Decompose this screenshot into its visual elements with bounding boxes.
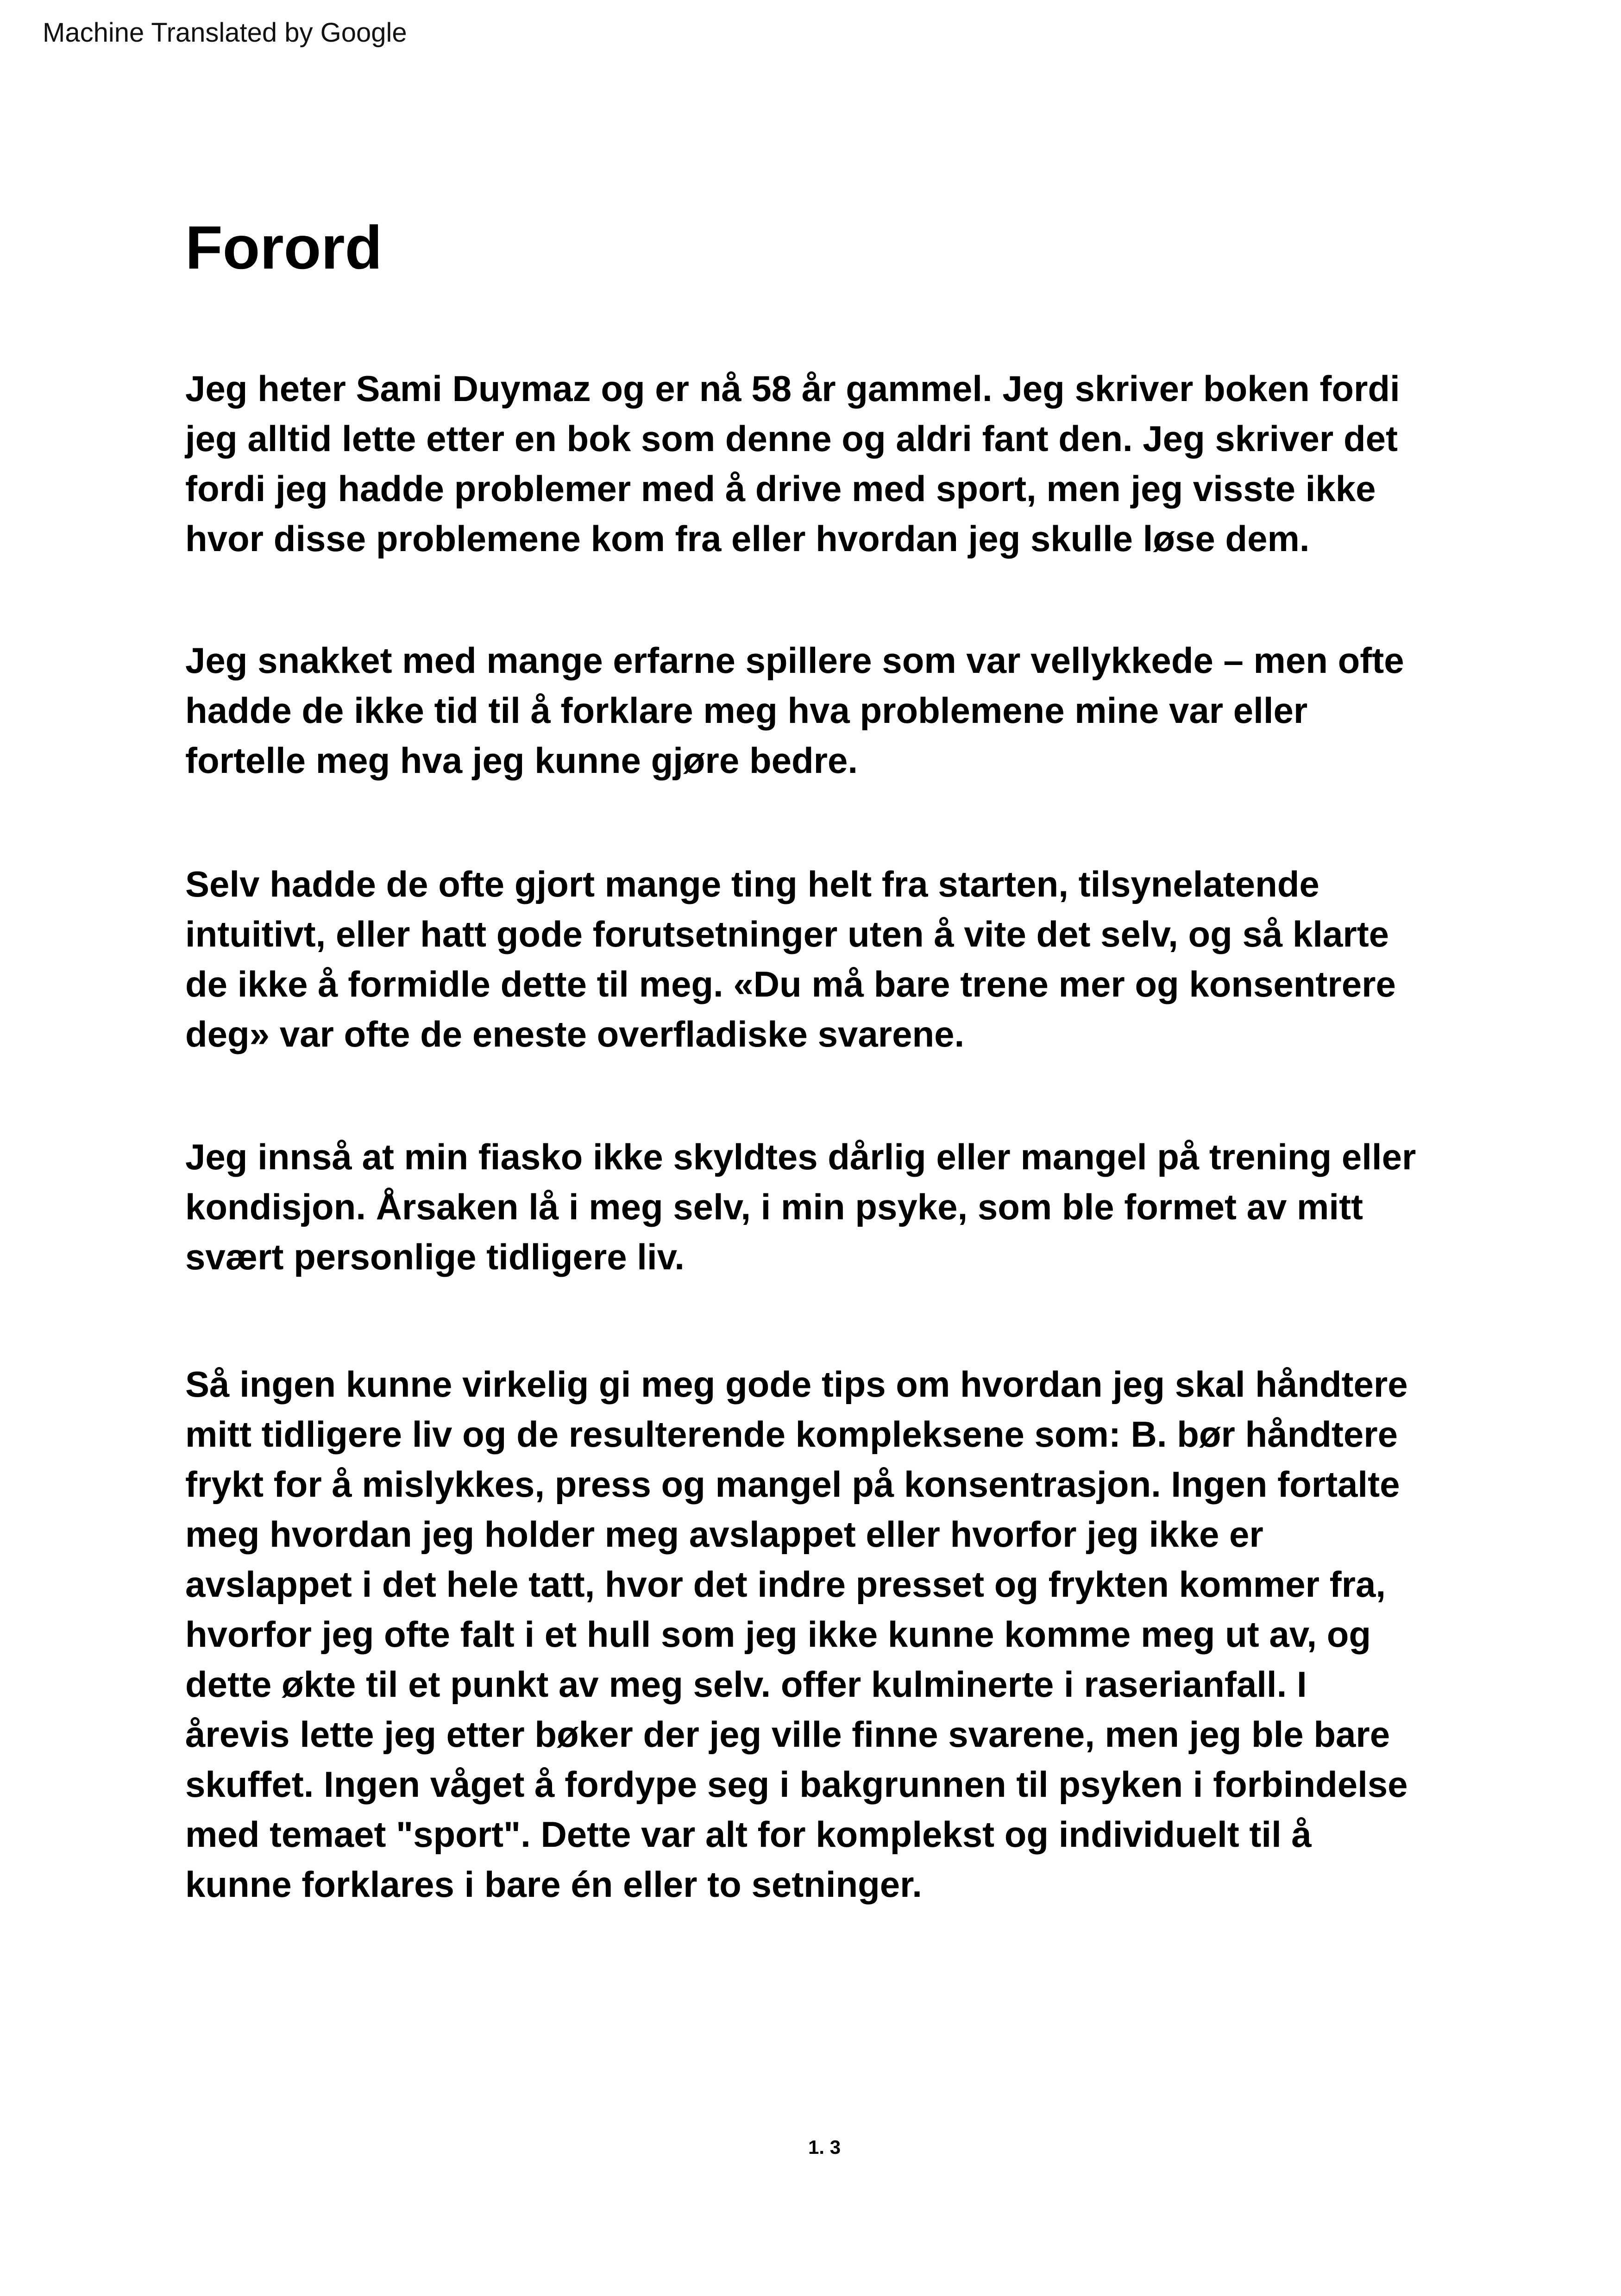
paragraph-line: deg» var ofte de eneste overfladiske svarene. bbox=[185, 1014, 965, 1054]
paragraph-line: hadde de ikke tid til å forklare meg hva problemene mine var eller bbox=[185, 690, 1308, 731]
paragraph-line: hvorfor jeg ofte falt i et hull som jeg ikke kunne komme meg ut av, og bbox=[185, 1614, 1371, 1655]
paragraph-line: fortelle meg hva jeg kunne gjøre bedre. bbox=[185, 740, 858, 781]
paragraph-line: de ikke å formidle dette til meg. «Du må bare trene mer og konsentrere bbox=[185, 964, 1396, 1004]
paragraph-line: avslappet i det hele tatt, hvor det indre presset og frykten kommer fra, bbox=[185, 1564, 1386, 1605]
paragraph-line: mitt tidligere liv og de resulterende kompleksene som: B. bør håndtere bbox=[185, 1414, 1398, 1455]
paragraph-line: kunne forklares i bare én eller to setninger. bbox=[185, 1864, 922, 1905]
paragraph-4 bbox=[185, 1132, 1416, 1282]
paragraph-line: kondisjon. Årsaken lå i meg selv, i min psyke, som ble formet av mitt bbox=[185, 1186, 1363, 1227]
paragraph-line: dette økte til et punkt av meg selv. offer kulminerte i raserianfall. I bbox=[185, 1664, 1307, 1705]
paragraph-line: Jeg snakket med mange erfarne spillere som var vellykkede – men ofte bbox=[185, 640, 1404, 681]
paragraph-line: jeg alltid lette etter en bok som denne og aldri fant den. Jeg skriver det bbox=[185, 418, 1398, 459]
paragraph-line: hvor disse problemene kom fra eller hvordan jeg skulle løse dem. bbox=[185, 518, 1310, 559]
paragraph-line: med temaet "sport". Dette var alt for komplekst og individuelt til å bbox=[185, 1814, 1312, 1855]
paragraph-5 bbox=[185, 1359, 1408, 1909]
paragraph-line: Selv hadde de ofte gjort mange ting helt fra starten, tilsynelatende bbox=[185, 864, 1319, 904]
paragraph-line: meg hvordan jeg holder meg avslappet eller hvorfor jeg ikke er bbox=[185, 1514, 1263, 1555]
paragraph-line: fordi jeg hadde problemer med å drive med sport, men jeg visste ikke bbox=[185, 468, 1376, 509]
paragraph-line: Jeg innså at min fiasko ikke skyldtes dårlig eller mangel på trening eller bbox=[185, 1136, 1416, 1177]
page-title: Forord bbox=[185, 213, 383, 282]
paragraph-line: svært personlige tidligere liv. bbox=[185, 1236, 685, 1277]
paragraph-line: frykt for å mislykkes, press og mangel på konsentrasjon. Ingen fortalte bbox=[185, 1464, 1400, 1505]
paragraph-2 bbox=[185, 635, 1404, 785]
paragraph-line: Så ingen kunne virkelig gi meg gode tips om hvordan jeg skal håndtere bbox=[185, 1364, 1408, 1405]
machine-translation-notice: Machine Translated by Google bbox=[43, 18, 407, 48]
page-number: 1. 3 bbox=[808, 2136, 841, 2158]
paragraph-line: intuitivt, eller hatt gode forutsetninger uten å vite det selv, og så klarte bbox=[185, 914, 1389, 954]
paragraph-line: årevis lette jeg etter bøker der jeg ville finne svarene, men jeg ble bare bbox=[185, 1714, 1390, 1755]
paragraph-3 bbox=[185, 859, 1396, 1059]
paragraph-line: skuffet. Ingen våget å fordype seg i bakgrunnen til psyken i forbindelse bbox=[185, 1764, 1408, 1805]
paragraph-1 bbox=[185, 364, 1400, 564]
paragraph-line: Jeg heter Sami Duymaz og er nå 58 år gammel. Jeg skriver boken fordi bbox=[185, 368, 1400, 409]
